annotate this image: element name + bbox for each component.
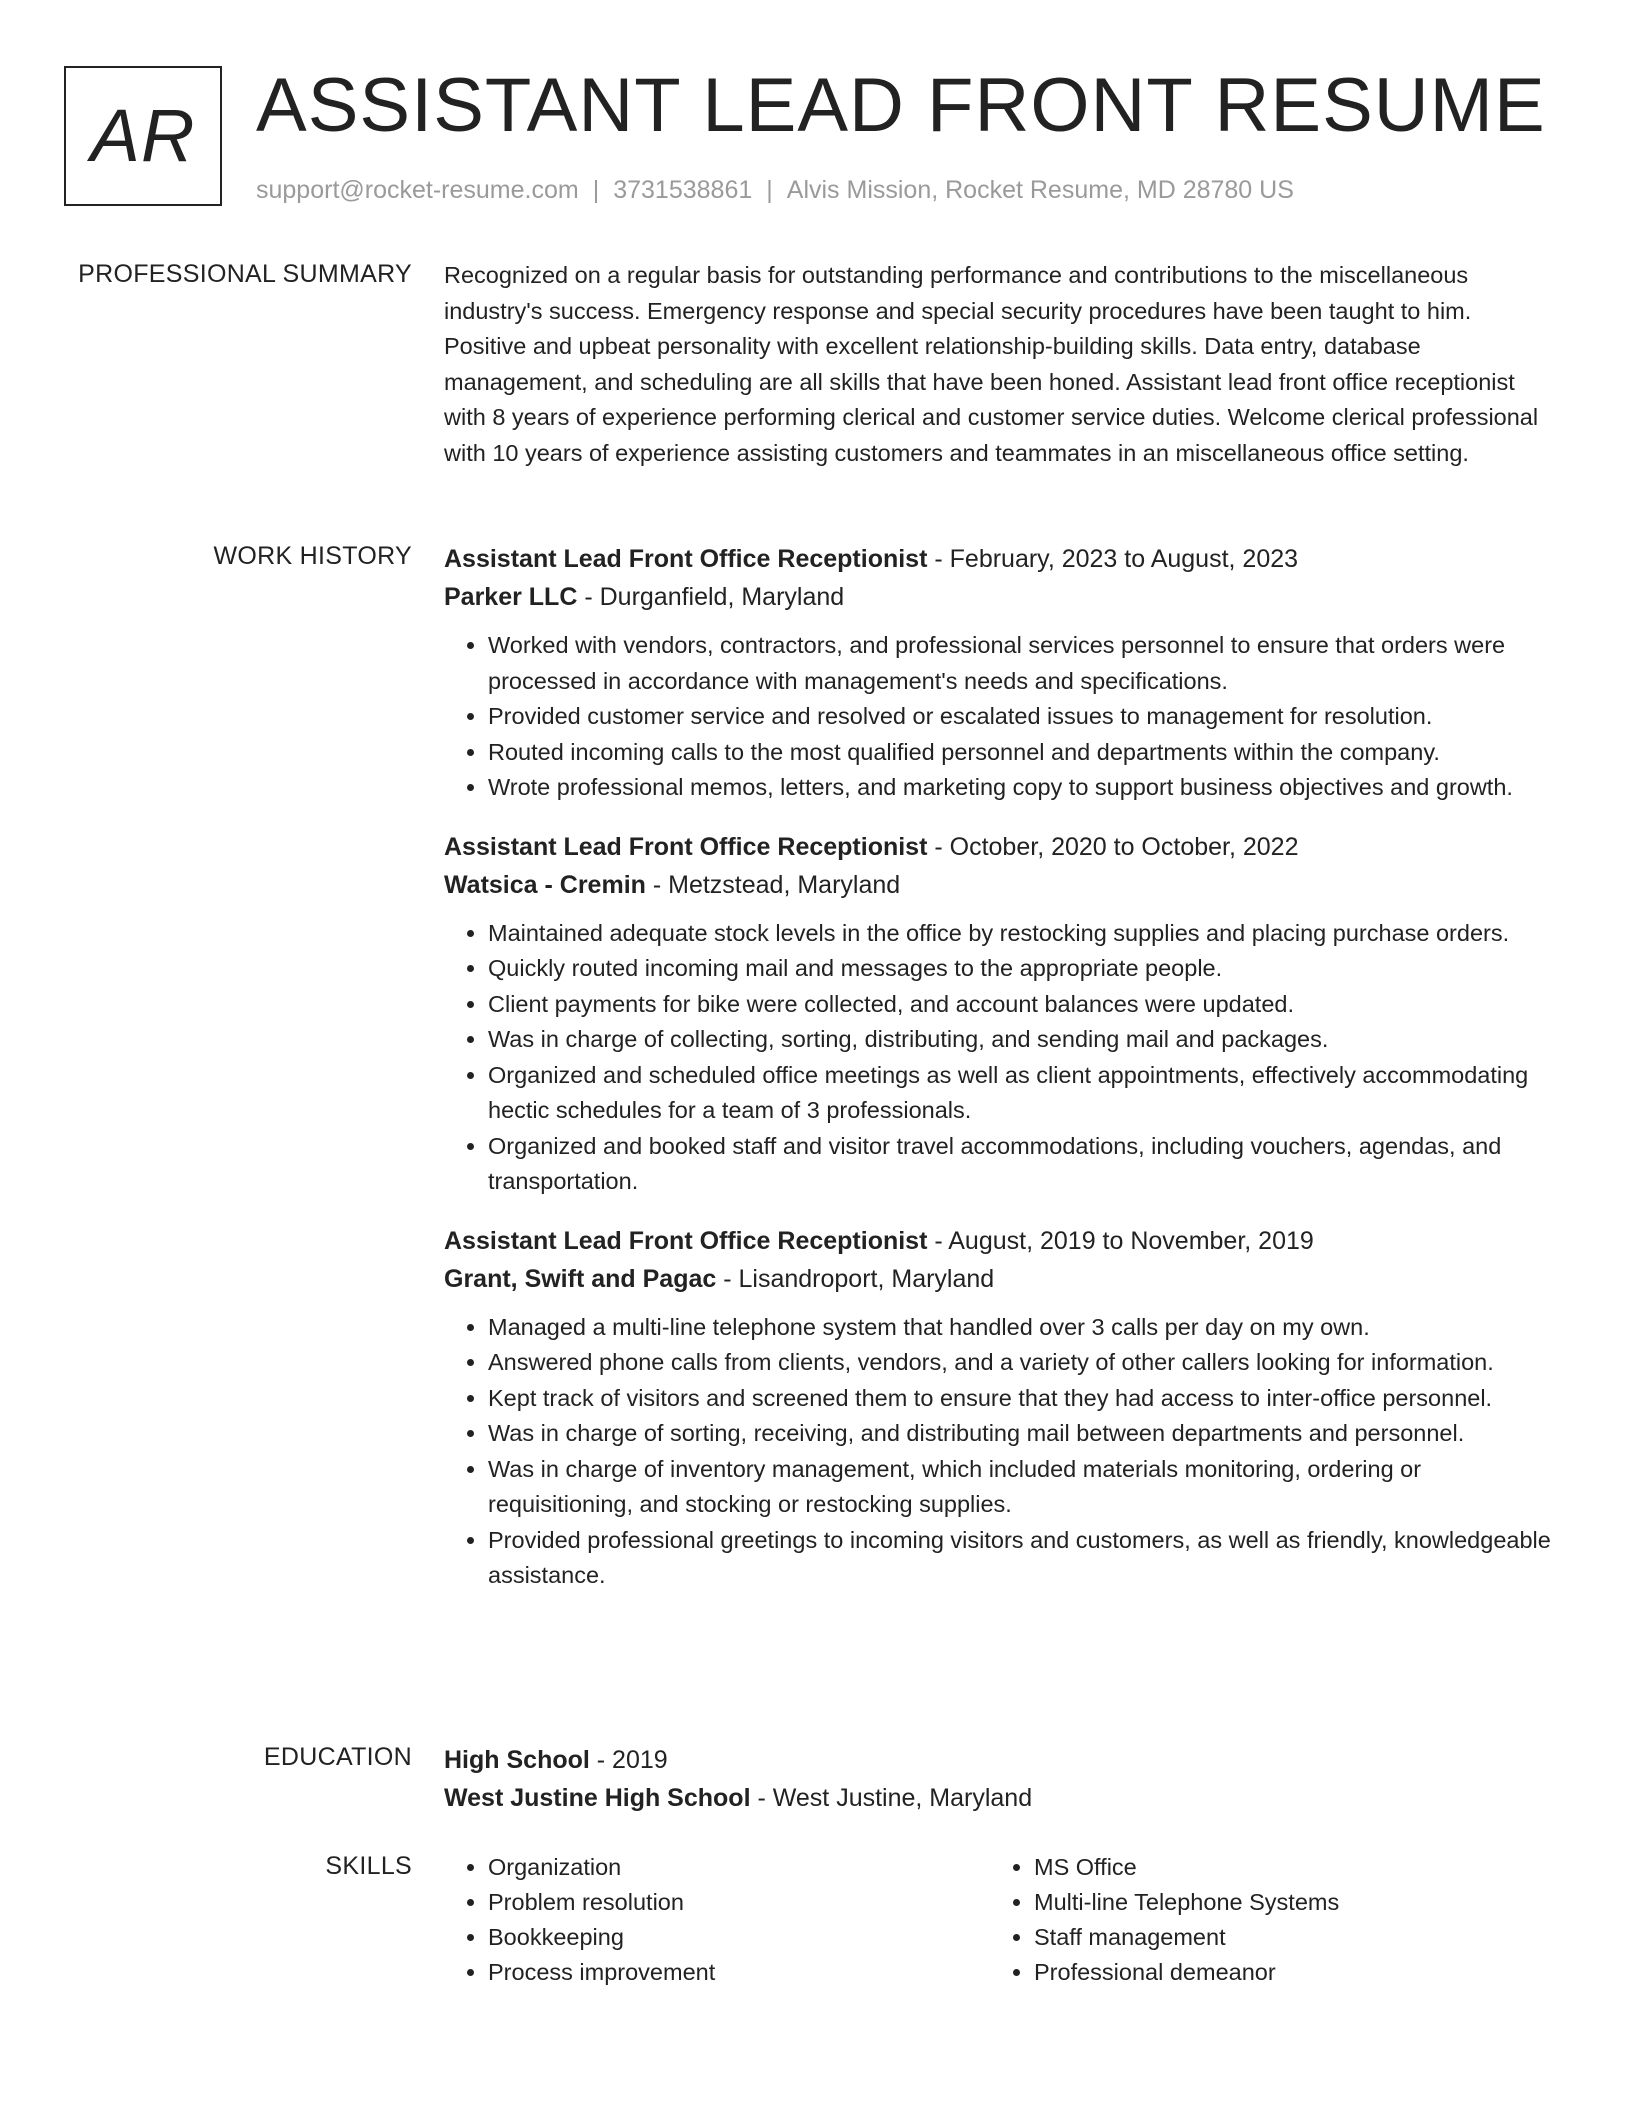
education-school: West Justine High School xyxy=(444,1784,751,1812)
job-company: Grant, Swift and Pagac xyxy=(444,1264,717,1293)
contact-email: support@rocket-resume.com xyxy=(256,176,579,204)
skill-item: • Bookkeeping xyxy=(488,1920,990,1955)
skill-item: • Professional demeanor xyxy=(1034,1955,1536,1990)
skills-body xyxy=(444,1850,1554,1990)
job-entry xyxy=(444,828,1554,1200)
job-company: Watsica - Cremin xyxy=(444,870,646,899)
job-entry xyxy=(444,1222,1554,1594)
section-label-skills: SKILLS xyxy=(325,1852,412,1880)
skill-item: • Multi-line Telephone Systems xyxy=(1034,1885,1536,1920)
skill-item: • Organization xyxy=(488,1850,990,1885)
contact-line xyxy=(256,176,1294,205)
job-location: - Lisandroport, Maryland xyxy=(716,1264,995,1293)
monogram-initials: AR xyxy=(90,94,196,177)
job-dates: - August, 2019 to November, 2019 xyxy=(927,1226,1314,1255)
job-bullets xyxy=(444,1310,1554,1594)
contact-address: Alvis Mission, Rocket Resume, MD 28780 US xyxy=(786,176,1294,204)
job-title: Assistant Lead Front Office Receptionist xyxy=(444,832,928,861)
job-bullet: • Routed incoming calls to the most qualified personnel and departments within the company. xyxy=(488,735,1554,771)
job-title-line xyxy=(444,540,1554,578)
skill-item: • Problem resolution xyxy=(488,1885,990,1920)
work-history-body xyxy=(444,540,1554,1616)
job-company-line xyxy=(444,1260,1554,1298)
skills-column-left xyxy=(444,1850,990,1990)
education-degree-line xyxy=(444,1741,1554,1779)
job-location: - Metzstead, Maryland xyxy=(645,870,901,899)
job-bullets xyxy=(444,628,1554,806)
job-bullet: • Was in charge of collecting, sorting, distributing, and sending mail and packages. xyxy=(488,1022,1554,1058)
education-body xyxy=(444,1741,1554,1817)
job-title-line xyxy=(444,828,1554,866)
contact-separator: | xyxy=(766,176,773,204)
job-bullet: • Provided customer service and resolved or escalated issues to management for resolution. xyxy=(488,699,1554,735)
job-bullet: • Worked with vendors, contractors, and professional services personnel to ensure that orders were processed in accordance with management's needs and specifications. xyxy=(488,628,1554,699)
job-bullets xyxy=(444,916,1554,1200)
job-dates: - February, 2023 to August, 2023 xyxy=(927,545,1299,573)
skills-list xyxy=(990,1850,1536,1990)
education-year: - 2019 xyxy=(589,1746,668,1774)
job-bullet: • Managed a multi-line telephone system that handled over 3 calls per day on my own. xyxy=(488,1310,1554,1346)
job-bullet: • Client payments for bike were collected, and account balances were updated. xyxy=(488,987,1554,1023)
job-bullet: • Was in charge of inventory management, which included materials monitoring, ordering or requisitioning, and stocking or restocking supplies. xyxy=(488,1452,1554,1523)
contact-phone: 3731538861 xyxy=(613,176,753,204)
job-bullet: • Maintained adequate stock levels in the office by restocking supplies and placing purchase orders. xyxy=(488,916,1554,952)
job-bullet: • Organized and booked staff and visitor travel accommodations, including vouchers, agendas, and transportation. xyxy=(488,1129,1554,1200)
job-company: Parker LLC xyxy=(444,583,578,611)
resume-header xyxy=(64,63,1584,216)
job-bullet: • Was in charge of sorting, receiving, and distributing mail between departments and personnel. xyxy=(488,1416,1554,1452)
job-bullet: • Provided professional greetings to incoming visitors and customers, as well as friendly, knowledgeable assistance. xyxy=(488,1523,1554,1594)
job-company-line xyxy=(444,578,1554,616)
skill-item: • Process improvement xyxy=(488,1955,990,1990)
section-label-summary: PROFESSIONAL SUMMARY xyxy=(78,260,412,288)
job-title: Assistant Lead Front Office Receptionist xyxy=(444,1226,928,1255)
job-dates: - October, 2020 to October, 2022 xyxy=(927,832,1299,861)
section-label-work-history: WORK HISTORY xyxy=(213,542,412,570)
summary-body xyxy=(444,258,1554,471)
skill-item: • MS Office xyxy=(1034,1850,1536,1885)
education-school-line xyxy=(444,1779,1554,1817)
job-company-line xyxy=(444,866,1554,904)
skill-item: • Staff management xyxy=(1034,1920,1536,1955)
job-bullet: • Answered phone calls from clients, vendors, and a variety of other callers looking for information. xyxy=(488,1345,1554,1381)
monogram-box xyxy=(64,66,222,206)
contact-separator: | xyxy=(592,176,600,204)
resume-title: ASSISTANT LEAD FRONT RESUME xyxy=(256,63,1546,148)
job-bullet: • Quickly routed incoming mail and messages to the appropriate people. xyxy=(488,951,1554,987)
job-bullet: • Kept track of visitors and screened them to ensure that they had access to inter-office personnel. xyxy=(488,1381,1554,1417)
job-title: Assistant Lead Front Office Receptionist xyxy=(444,545,928,573)
skills-list xyxy=(444,1850,990,1990)
skills-column-right xyxy=(990,1850,1536,1990)
section-label-education: EDUCATION xyxy=(263,1743,412,1771)
job-bullet: • Wrote professional memos, letters, and marketing copy to support business objectives and growth. xyxy=(488,770,1554,806)
education-location: - West Justine, Maryland xyxy=(750,1784,1033,1812)
job-entry xyxy=(444,540,1554,806)
education-degree: High School xyxy=(444,1746,590,1774)
job-location: - Durganfield, Maryland xyxy=(577,583,845,611)
summary-text: Recognized on a regular basis for outstanding performance and contributions to the miscellaneous industry's success. Emergency response and special security procedures have been taught to him. Positive and upbeat personality with excellent relationship-building skills. Data entry, database management, and scheduling are all skills that have been honed. Assistant lead front office receptionist with 8 years of experience performing clerical and customer service duties. Welcome clerical professional with 10 years of experience assisting customers and teammates in an miscellaneous office setting. xyxy=(444,262,1539,466)
job-bullet: • Organized and scheduled office meetings as well as client appointments, effectively accommodating hectic schedules for a team of 3 professionals. xyxy=(488,1058,1554,1129)
job-title-line xyxy=(444,1222,1554,1260)
skills-columns xyxy=(444,1850,1554,1990)
